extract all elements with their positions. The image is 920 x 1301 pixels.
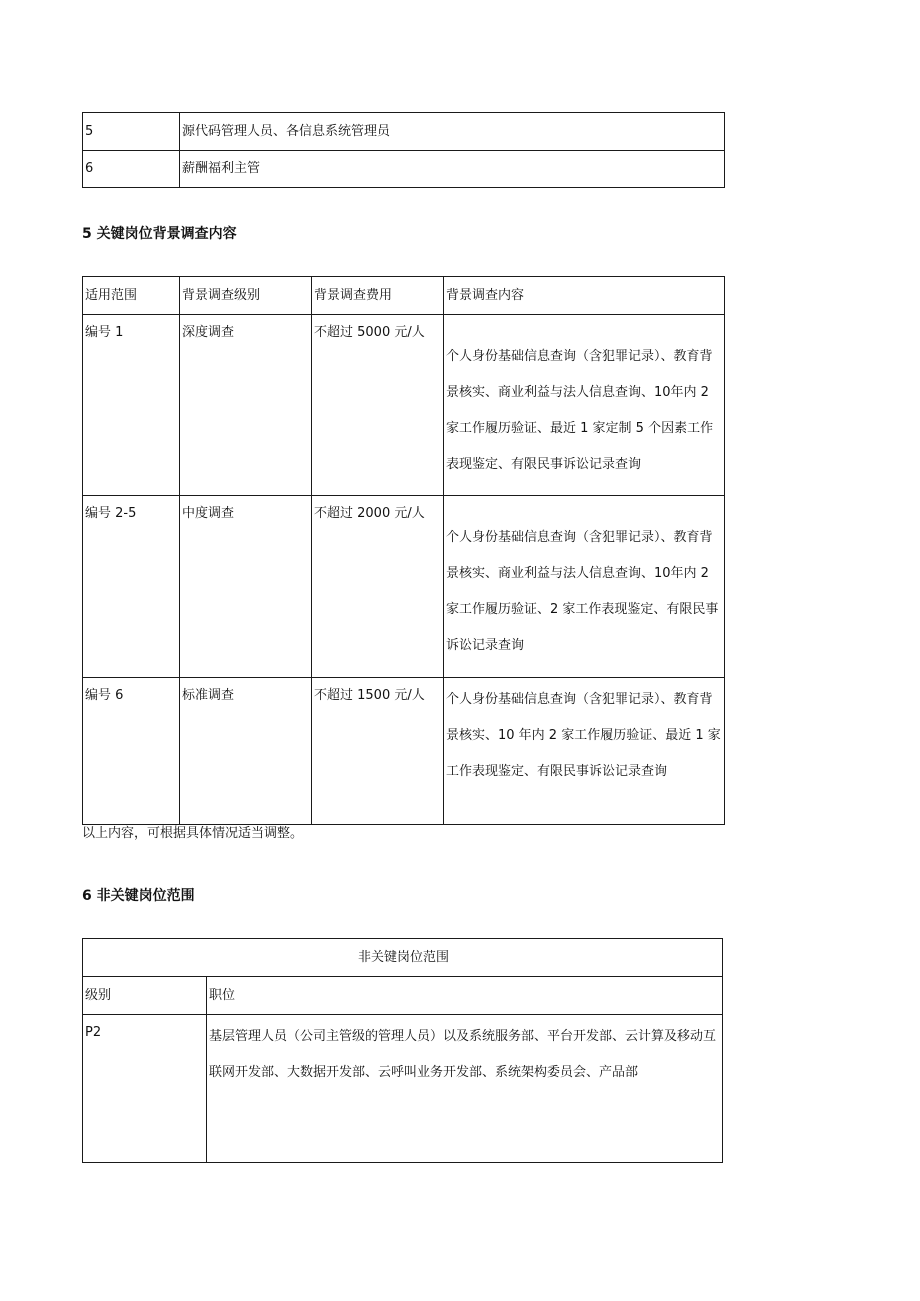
row-level: 深度调查 <box>180 315 312 496</box>
table-row <box>83 315 725 496</box>
row-position <box>207 1015 723 1163</box>
background-check-section <box>82 276 725 825</box>
row-fee: 不超过 2000 元/人 <box>312 496 444 678</box>
scope-row-role: 源代码管理人员、各信息系统管理员 <box>180 113 725 151</box>
adjustment-note: 以上内容，可根据具体情况适当调整。 <box>82 826 304 841</box>
scope-row-number: 6 <box>83 151 180 188</box>
table-row <box>83 678 725 825</box>
header-content: 背景调查内容 <box>444 277 725 315</box>
non-key-positions-table <box>82 938 723 1163</box>
scope-row-number: 5 <box>83 113 180 151</box>
row-content-text: 个人身份基础信息查询（含犯罪记录）、教育背景核实、10 年内 2 家工作履历验证、最近 1 家工作表现鉴定、有限民事诉讼记录查询 <box>446 692 721 779</box>
row-position-text: 基层管理人员（公司主管级的管理人员）以及系统服务部、平台开发部、云计算及移动互联网开发部、大数据开发部、云呼叫业务开发部、系统架构委员会、产品部 <box>209 1029 717 1080</box>
table-row <box>83 151 725 188</box>
header-position: 职位 <box>207 977 723 1015</box>
header-fee: 背景调查费用 <box>312 277 444 315</box>
row-content <box>444 678 725 825</box>
table-header-row <box>83 277 725 315</box>
table-row <box>83 496 725 678</box>
non-key-positions-section <box>82 938 723 1163</box>
section-6-heading: 6 非关键岗位范围 <box>82 888 195 904</box>
row-level: 中度调查 <box>180 496 312 678</box>
table-header-row <box>83 977 723 1015</box>
row-content-text: 个人身份基础信息查询（含犯罪记录）、教育背景核实、商业利益与法人信息查询、10年内 2 家工作履历验证、2 家工作表现鉴定、有限民事诉讼记录查询 <box>446 530 719 653</box>
row-content <box>444 315 725 496</box>
row-fee: 不超过 1500 元/人 <box>312 678 444 825</box>
header-scope: 适用范围 <box>83 277 180 315</box>
row-scope: 编号 6 <box>83 678 180 825</box>
table-title: 非关键岗位范围 <box>83 939 723 977</box>
row-level: P2 <box>83 1015 207 1163</box>
table-row <box>83 113 725 151</box>
section-5-heading: 5 关键岗位背景调查内容 <box>82 226 237 242</box>
row-fee: 不超过 5000 元/人 <box>312 315 444 496</box>
row-level: 标准调查 <box>180 678 312 825</box>
row-content <box>444 496 725 678</box>
header-level: 背景调查级别 <box>180 277 312 315</box>
table-row <box>83 1015 723 1163</box>
scope-table <box>82 112 725 188</box>
scope-table-section <box>82 112 725 188</box>
background-check-table <box>82 276 725 825</box>
row-scope: 编号 1 <box>83 315 180 496</box>
row-content-text: 个人身份基础信息查询（含犯罪记录）、教育背景核实、商业利益与法人信息查询、10年内 2 家工作履历验证、最近 1 家定制 5 个因素工作表现鉴定、有限民事诉讼记录查询 <box>446 349 714 472</box>
row-scope: 编号 2-5 <box>83 496 180 678</box>
scope-row-role: 薪酬福利主管 <box>180 151 725 188</box>
header-level: 级别 <box>83 977 207 1015</box>
table-title-row <box>83 939 723 977</box>
